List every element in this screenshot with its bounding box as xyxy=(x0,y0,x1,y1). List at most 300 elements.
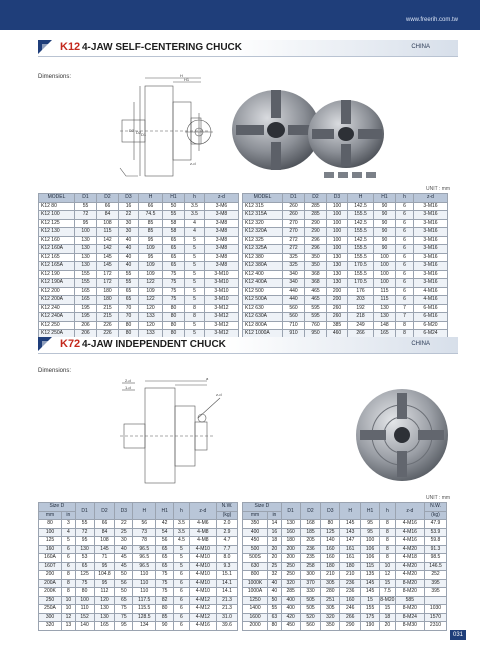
table-cell: 7 xyxy=(396,313,414,322)
k72-right-body xyxy=(243,520,447,631)
k72-col-in: in xyxy=(62,511,76,520)
table-cell: 63 xyxy=(268,613,282,622)
table-row xyxy=(39,528,238,537)
table-cell: 85 xyxy=(139,219,163,228)
table-cell: 1000A xyxy=(243,588,268,597)
table-cell: 4-M16 xyxy=(395,537,424,546)
k72-col-size: Size D xyxy=(243,503,282,512)
table-cell: 215 xyxy=(97,313,119,322)
table-cell: 4-M12 xyxy=(189,613,216,622)
table-cell: 22 xyxy=(119,211,139,220)
table-cell: 50 xyxy=(115,588,133,597)
table-cell: 180 xyxy=(97,296,119,305)
table-row xyxy=(39,228,239,237)
table-cell: 3-M10 xyxy=(205,270,239,279)
table-cell: 133 xyxy=(139,313,163,322)
table-row xyxy=(243,236,448,245)
k72-technical-drawing xyxy=(120,378,225,493)
table-cell: 130 xyxy=(327,253,348,262)
table-cell: 100 xyxy=(327,228,348,237)
table-cell: 585 xyxy=(395,596,424,605)
table-cell: 6 xyxy=(396,202,414,211)
table-cell: 320 xyxy=(321,613,340,622)
table-cell: 465 xyxy=(305,287,327,296)
table-row xyxy=(39,579,238,588)
table-cell: 100 xyxy=(327,202,348,211)
k72-col-zd: z-d xyxy=(395,503,424,520)
table-row xyxy=(243,202,448,211)
table-cell: 100 xyxy=(374,253,396,262)
table-cell: 170.5 xyxy=(348,262,374,271)
table-row xyxy=(243,321,448,330)
table-cell: 65 xyxy=(156,545,174,554)
table-cell: 32 xyxy=(268,571,282,580)
table-row xyxy=(39,588,238,597)
table-cell: K12 800A xyxy=(243,321,283,330)
table-cell: 250A xyxy=(39,605,62,614)
table-cell: 65 xyxy=(119,296,139,305)
table-cell: 1570 xyxy=(424,613,446,622)
table-cell: 85 xyxy=(139,228,163,237)
table-cell: 250 xyxy=(39,596,62,605)
table-cell: 95 xyxy=(94,562,115,571)
table-cell: 305 xyxy=(321,605,340,614)
table-cell: 40 xyxy=(115,545,133,554)
svg-text:1-d: 1-d xyxy=(125,385,131,390)
table-cell: 100 xyxy=(39,528,62,537)
table-cell: 20 xyxy=(380,622,396,631)
table-cell: 500 xyxy=(243,545,268,554)
table-cell: 145 xyxy=(97,253,119,262)
table-cell: 90 xyxy=(374,245,396,254)
table-cell: 55 xyxy=(163,211,185,220)
table-cell: 350 xyxy=(243,520,268,529)
table-cell: 8 xyxy=(396,321,414,330)
table-cell: 50 xyxy=(115,571,133,580)
table-row xyxy=(243,545,447,554)
table-cell: 65 xyxy=(163,253,185,262)
k12-col-d3: D3 xyxy=(327,194,348,203)
k72-col-size: Size D xyxy=(39,503,76,512)
table-row xyxy=(39,596,238,605)
table-cell: 6 xyxy=(396,253,414,262)
table-cell: 145 xyxy=(361,588,380,597)
table-cell: K12 160A xyxy=(39,245,75,254)
table-row xyxy=(39,253,239,262)
table-cell: 3.5 xyxy=(185,211,205,220)
table-cell: 206 xyxy=(75,330,97,339)
table-cell: 8-M20 xyxy=(395,588,424,597)
table-cell: 142 xyxy=(97,236,119,245)
table-cell: 65 xyxy=(119,287,139,296)
table-row xyxy=(39,245,239,254)
table-cell: 152 xyxy=(75,613,94,622)
table-cell: 6-M16 xyxy=(414,304,448,313)
table-cell: 8 xyxy=(62,571,76,580)
table-cell: 6 xyxy=(174,579,190,588)
table-cell: 155.5 xyxy=(348,211,374,220)
table-cell: 8 xyxy=(62,588,76,597)
table-cell: 56 xyxy=(115,579,133,588)
table-cell: 6 xyxy=(62,562,76,571)
table-cell: 800 xyxy=(243,571,268,580)
table-cell: 210 xyxy=(340,571,361,580)
table-cell: 13 xyxy=(62,622,76,631)
table-cell: 296 xyxy=(305,236,327,245)
table-cell: K12 400 xyxy=(243,270,283,279)
table-cell: 30 xyxy=(119,228,139,237)
table-cell: 109 xyxy=(139,270,163,279)
table-cell: 6 xyxy=(396,236,414,245)
table-cell: 272 xyxy=(283,245,305,254)
table-cell: 368 xyxy=(305,270,327,279)
table-row xyxy=(39,279,239,288)
table-cell: 4.5 xyxy=(174,537,190,546)
table-cell: 75 xyxy=(115,605,133,614)
table-cell: 142.5 xyxy=(348,202,374,211)
table-cell: 108 xyxy=(97,219,119,228)
table-cell: 8 xyxy=(380,545,396,554)
table-cell: 6 xyxy=(396,287,414,296)
table-cell: 3-M16 xyxy=(414,228,448,237)
table-cell: 5 xyxy=(185,245,205,254)
table-cell: 80 xyxy=(163,313,185,322)
table-cell: 160 xyxy=(321,545,340,554)
table-cell: 90 xyxy=(156,622,174,631)
table-cell: 1600 xyxy=(243,613,268,622)
table-cell: 3-M8 xyxy=(205,253,239,262)
table-cell: 320 xyxy=(281,579,300,588)
table-cell: 95 xyxy=(75,219,97,228)
triangle-mark-icon xyxy=(38,337,56,353)
table-cell: 4-M10 xyxy=(189,545,216,554)
table-cell: K12 630 xyxy=(243,304,283,313)
table-cell: 6 xyxy=(174,605,190,614)
table-cell: 53.9 xyxy=(424,528,446,537)
table-cell: 65 xyxy=(163,245,185,254)
table-cell: 12 xyxy=(62,613,76,622)
table-cell: 440 xyxy=(283,296,305,305)
table-cell: 190 xyxy=(361,622,380,631)
table-cell: 160 xyxy=(281,528,300,537)
table-cell: K12 100 xyxy=(39,211,75,220)
table-cell: 595 xyxy=(305,313,327,322)
table-cell: 160A xyxy=(39,554,62,563)
table-cell: 3-M10 xyxy=(205,287,239,296)
table-cell: 65 xyxy=(75,562,94,571)
table-row xyxy=(243,588,447,597)
table-cell: 130 xyxy=(75,253,97,262)
table-cell: 65 xyxy=(156,554,174,563)
svg-text:2-d: 2-d xyxy=(125,378,131,383)
table-cell: 3-M16 xyxy=(414,253,448,262)
table-cell: 260 xyxy=(327,304,348,313)
table-cell: 520 xyxy=(300,613,321,622)
table-cell: 3-M12 xyxy=(205,313,239,322)
table-cell: 55 xyxy=(119,270,139,279)
table-cell: 4-M20 xyxy=(395,545,424,554)
table-cell: 760 xyxy=(305,321,327,330)
table-cell: 5 xyxy=(185,330,205,339)
table-cell: 3-M16 xyxy=(414,202,448,211)
table-cell: 2000 xyxy=(243,622,268,631)
k72-col-zd: z-d xyxy=(189,503,216,520)
table-cell: K12 325 xyxy=(243,236,283,245)
table-cell: 180 xyxy=(281,537,300,546)
table-cell: 3-M16 xyxy=(414,211,448,220)
table-cell: 55 xyxy=(268,605,282,614)
table-cell: 285 xyxy=(281,588,300,597)
table-cell: K12 325A xyxy=(243,245,283,254)
table-cell: 260 xyxy=(327,313,348,322)
table-cell: 236 xyxy=(300,545,321,554)
table-cell: 142 xyxy=(97,245,119,254)
table-row xyxy=(39,622,238,631)
table-cell: 104.8 xyxy=(94,571,115,580)
table-cell: 25 xyxy=(268,562,282,571)
table-cell: 6 xyxy=(396,270,414,279)
table-cell: 80 xyxy=(156,605,174,614)
table-cell: 130 xyxy=(75,545,94,554)
table-cell: 8-M20 xyxy=(395,605,424,614)
table-cell: 3.5 xyxy=(185,202,205,211)
table-cell: 14.1 xyxy=(216,579,237,588)
table-row xyxy=(243,296,448,305)
table-cell: 290 xyxy=(305,228,327,237)
table-cell: K12 165A xyxy=(39,262,75,271)
table-cell: 14.1 xyxy=(216,588,237,597)
table-cell: K12 200A xyxy=(39,296,75,305)
k12-table-right xyxy=(242,193,448,339)
svg-text:z-d: z-d xyxy=(216,392,222,397)
table-row xyxy=(39,219,239,228)
table-cell: 206 xyxy=(75,321,97,330)
k12-right-header-row xyxy=(243,194,448,203)
table-cell: 6-M16 xyxy=(414,313,448,322)
table-cell: 130 xyxy=(327,270,348,279)
table-row xyxy=(243,528,447,537)
table-cell: 4-M10 xyxy=(189,579,216,588)
table-cell: 325 xyxy=(283,262,305,271)
table-cell: 2310 xyxy=(424,622,446,631)
table-cell: 120 xyxy=(139,304,163,313)
table-cell: 115 xyxy=(361,562,380,571)
table-cell: 100 xyxy=(361,537,380,546)
table-cell: 145 xyxy=(97,262,119,271)
table-cell: 50 xyxy=(268,596,282,605)
table-cell: 30 xyxy=(115,537,133,546)
table-cell: K12 380 xyxy=(243,253,283,262)
table-cell: 172 xyxy=(97,279,119,288)
table-cell: 74.5 xyxy=(139,211,163,220)
table-cell: 3-M16 xyxy=(414,245,448,254)
table-cell: 155.5 xyxy=(348,245,374,254)
table-cell: 100 xyxy=(75,596,94,605)
table-cell: 3-M10 xyxy=(205,296,239,305)
table-cell: 155.5 xyxy=(348,270,374,279)
table-row xyxy=(243,554,447,563)
k12-col-model: MODEL xyxy=(39,194,75,203)
table-cell: 6 xyxy=(396,211,414,220)
table-cell: 172 xyxy=(97,270,119,279)
table-cell: 200 xyxy=(327,287,348,296)
table-cell: K12 190 xyxy=(39,270,75,279)
table-cell: 65 xyxy=(115,596,133,605)
table-cell: 272 xyxy=(283,236,305,245)
table-cell: 130 xyxy=(374,304,396,313)
table-cell: 6 xyxy=(396,262,414,271)
table-cell: 4 xyxy=(62,528,76,537)
table-row xyxy=(243,596,447,605)
table-cell: 84 xyxy=(94,528,115,537)
triangle-mark-icon xyxy=(38,40,56,56)
table-cell: K12 250 xyxy=(39,321,75,330)
table-cell: 15 xyxy=(361,596,380,605)
table-cell: 95 xyxy=(115,622,133,631)
table-cell: 5 xyxy=(174,562,190,571)
table-cell: 18 xyxy=(268,537,282,546)
table-cell: 8 xyxy=(380,520,396,529)
table-cell: 5 xyxy=(185,321,205,330)
table-cell xyxy=(424,596,446,605)
table-cell: 4-M16 xyxy=(189,622,216,631)
k12-col-d1: D1 xyxy=(283,194,305,203)
table-cell: 5 xyxy=(174,545,190,554)
table-row xyxy=(39,562,238,571)
table-cell: 285 xyxy=(305,211,327,220)
table-cell: 3-M16 xyxy=(414,279,448,288)
table-cell: 180 xyxy=(97,287,119,296)
table-cell: 1000K xyxy=(243,579,268,588)
k12-left-header-row xyxy=(39,194,239,203)
svg-text:D2: D2 xyxy=(136,130,142,135)
table-cell: 15.1 xyxy=(216,571,237,580)
table-cell: 160 xyxy=(321,554,340,563)
table-cell: 120 xyxy=(139,321,163,330)
table-cell: 55 xyxy=(119,279,139,288)
top-banner xyxy=(0,0,480,30)
table-cell: 200K xyxy=(39,588,62,597)
table-cell: 109 xyxy=(139,287,163,296)
table-cell: 146.5 xyxy=(424,562,446,571)
table-row xyxy=(39,296,239,305)
k72-dimensions-label: Dimensions: xyxy=(38,368,72,374)
table-cell: 122 xyxy=(139,279,163,288)
table-cell: 140 xyxy=(321,537,340,546)
svg-text:H1: H1 xyxy=(184,77,190,82)
table-cell: K12 250A xyxy=(39,330,75,339)
table-cell: 155.5 xyxy=(348,228,374,237)
table-cell: 122 xyxy=(139,296,163,305)
table-cell: 4.7 xyxy=(216,537,237,546)
table-cell: 117.5 xyxy=(133,596,156,605)
k72-col-h: H xyxy=(340,503,361,520)
table-cell: 6 xyxy=(62,554,76,563)
table-cell: 5 xyxy=(185,296,205,305)
table-cell: 70 xyxy=(119,313,139,322)
table-cell: 3-M8 xyxy=(205,262,239,271)
table-cell: 80 xyxy=(321,520,340,529)
table-cell: 249 xyxy=(348,321,374,330)
table-cell: 252 xyxy=(424,571,446,580)
table-cell: 3-M8 xyxy=(205,245,239,254)
table-cell: 350 xyxy=(305,253,327,262)
k12-col-h-small: h xyxy=(396,194,414,203)
table-cell: 45 xyxy=(115,562,133,571)
k12-left-body xyxy=(39,202,239,338)
table-cell: 205 xyxy=(300,537,321,546)
table-cell: 200 xyxy=(281,545,300,554)
table-cell: 75 xyxy=(163,296,185,305)
table-cell: 72 xyxy=(75,211,97,220)
table-cell: 75 xyxy=(156,579,174,588)
svg-text:z-d: z-d xyxy=(190,161,196,166)
table-cell: 10 xyxy=(62,596,76,605)
k12-col-h: H xyxy=(139,194,163,203)
table-cell: K12 400A xyxy=(243,279,283,288)
table-cell: 8-M30 xyxy=(395,622,424,631)
table-cell: 1250 xyxy=(243,596,268,605)
table-cell: 5 xyxy=(185,287,205,296)
k72-unit-label: UNIT : mm xyxy=(426,495,451,501)
table-cell: 4-M8 xyxy=(189,528,216,537)
k12-origin: CHINA xyxy=(411,44,430,50)
table-cell: 185 xyxy=(300,528,321,537)
table-row xyxy=(39,202,239,211)
table-cell: 4-M18 xyxy=(395,554,424,563)
table-cell: 109 xyxy=(139,245,163,254)
table-cell: 8-M24 xyxy=(395,613,424,622)
table-cell: 16 xyxy=(119,202,139,211)
table-cell: 130 xyxy=(327,279,348,288)
website-url: www.freerih.com.tw xyxy=(405,17,458,23)
table-cell: 42 xyxy=(156,520,174,529)
table-cell: 950 xyxy=(305,330,327,339)
table-cell: 4 xyxy=(185,219,205,228)
table-cell: 100 xyxy=(327,211,348,220)
table-cell: 112 xyxy=(94,588,115,597)
table-cell: 3.5 xyxy=(174,528,190,537)
table-cell: K12 630A xyxy=(243,313,283,322)
table-cell: 180 xyxy=(340,562,361,571)
table-cell: 6 xyxy=(174,613,190,622)
table-cell: 95 xyxy=(361,520,380,529)
table-cell: 95 xyxy=(94,579,115,588)
table-cell: 165 xyxy=(75,287,97,296)
table-cell: 210 xyxy=(321,571,340,580)
table-cell: 85 xyxy=(156,613,174,622)
table-cell: 4-M8 xyxy=(189,537,216,546)
table-cell: 203 xyxy=(348,296,374,305)
table-row xyxy=(39,321,239,330)
table-cell: 100 xyxy=(327,236,348,245)
table-row xyxy=(39,520,238,529)
table-cell: 100 xyxy=(327,219,348,228)
table-cell: 95 xyxy=(139,253,163,262)
table-cell: 7.7 xyxy=(216,545,237,554)
table-cell: 5 xyxy=(185,253,205,262)
table-cell: 130 xyxy=(327,262,348,271)
table-cell: K12 130 xyxy=(39,228,75,237)
k12-code: K12 xyxy=(60,41,81,53)
table-cell: 3-M8 xyxy=(205,219,239,228)
table-cell: 1030 xyxy=(424,605,446,614)
table-cell: K12 1000A xyxy=(243,330,283,339)
k12-col-d2: D2 xyxy=(97,194,119,203)
table-cell: 115.5 xyxy=(133,605,156,614)
k72-col-h1: H1 xyxy=(361,503,380,520)
k12-col-zd: z-d xyxy=(205,194,239,203)
